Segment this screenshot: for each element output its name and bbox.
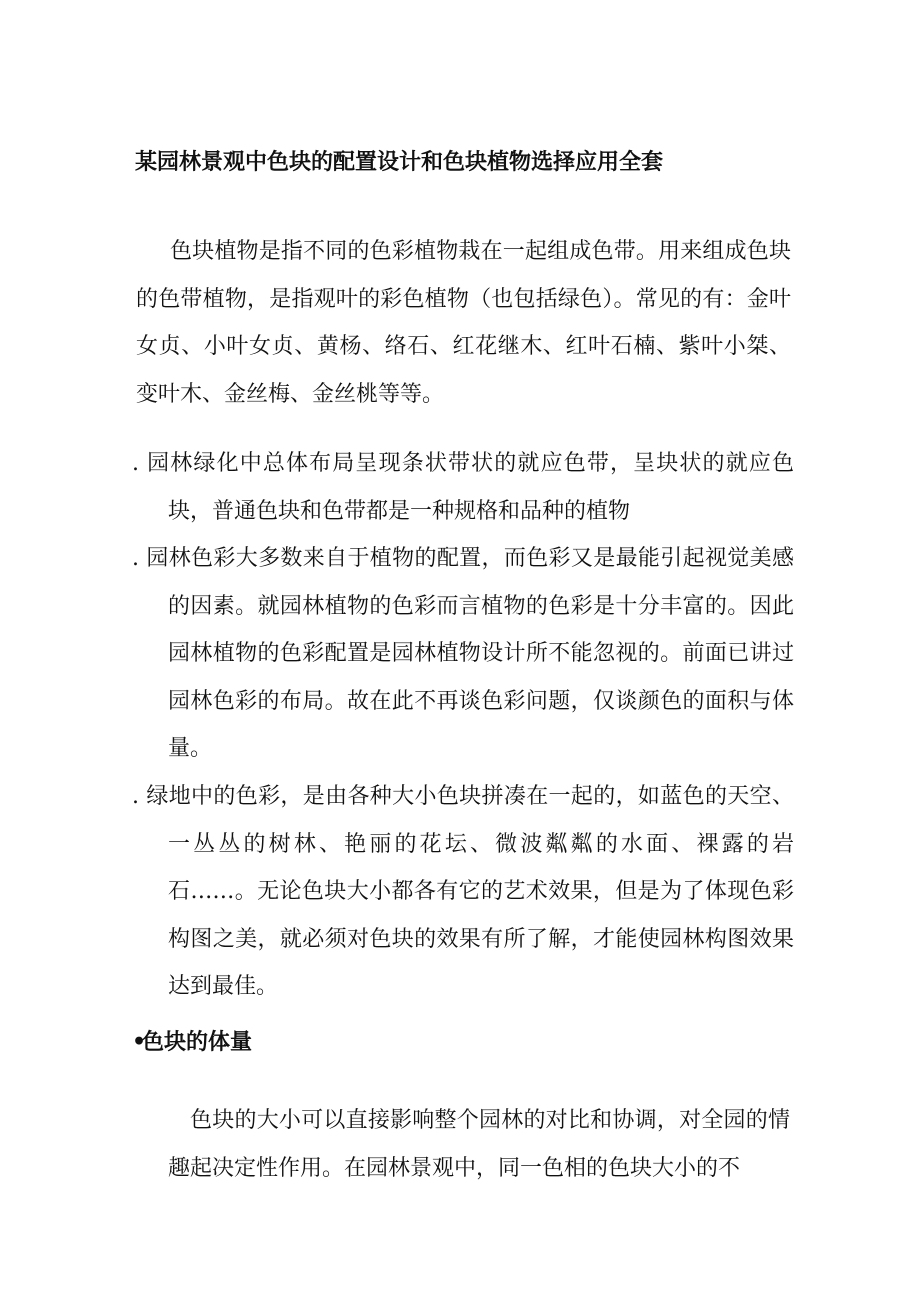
- list-bullet: .: [132, 546, 139, 571]
- section-heading: [132, 1024, 252, 1060]
- list-item-text: 园林绿化中总体布局呈现条状带状的就应色带，呈块状的就应色块，普通色块和色带都是一种规格和品种的植物: [146, 451, 794, 524]
- document-title: 某园林景观中色块的配置设计和色块植物选择应用全套: [135, 149, 664, 175]
- list-bullet: .: [132, 451, 139, 476]
- list-bullet: .: [132, 784, 139, 809]
- section-paragraph: 色块的大小可以直接影响整个园林的对比和协调，对全园的情趣起决定性作用。在园林景观中，同一色相的色块大小的不: [168, 1108, 790, 1181]
- section-bullet: •: [132, 1029, 147, 1055]
- list-item-text: 绿地中的色彩，是由各种大小色块拼凑在一起的，如蓝色的天空、一丛丛的树林、艳丽的花坛、微波粼粼的水面、裸露的岩石……。无论色块大小都各有它的艺术效果，但是为了体现色彩构图之美，就必须对色块的效果有所了解，才能使园林构图效果达到最佳。: [146, 784, 794, 999]
- list-item-text: 园林色彩大多数来自于植物的配置，而色彩又是最能引起视觉美感的因素。就园林植物的色彩而言植物的色彩是十分丰富的。因此园林植物的色彩配置是园林植物设计所不能忽视的。前面已讲过园林色彩的布局。故在此不再谈色彩问题，仅谈颜色的面积与体量。: [146, 546, 794, 761]
- list-item: [132, 535, 794, 773]
- section-heading-text: 色块的体量: [142, 1029, 253, 1055]
- list-item: [132, 440, 794, 535]
- intro-paragraph: 色块植物是指不同的色彩植物栽在一起组成色带。用来组成色块的色带植物，是指观叶的彩色植物（也包括绿色）。常见的有：金叶女贞、小叶女贞、黄杨、络石、红花继木、红叶石楠、紫叶小桀、变叶木、金丝梅、金丝桃等等。: [136, 239, 791, 407]
- list-item: [132, 773, 794, 1011]
